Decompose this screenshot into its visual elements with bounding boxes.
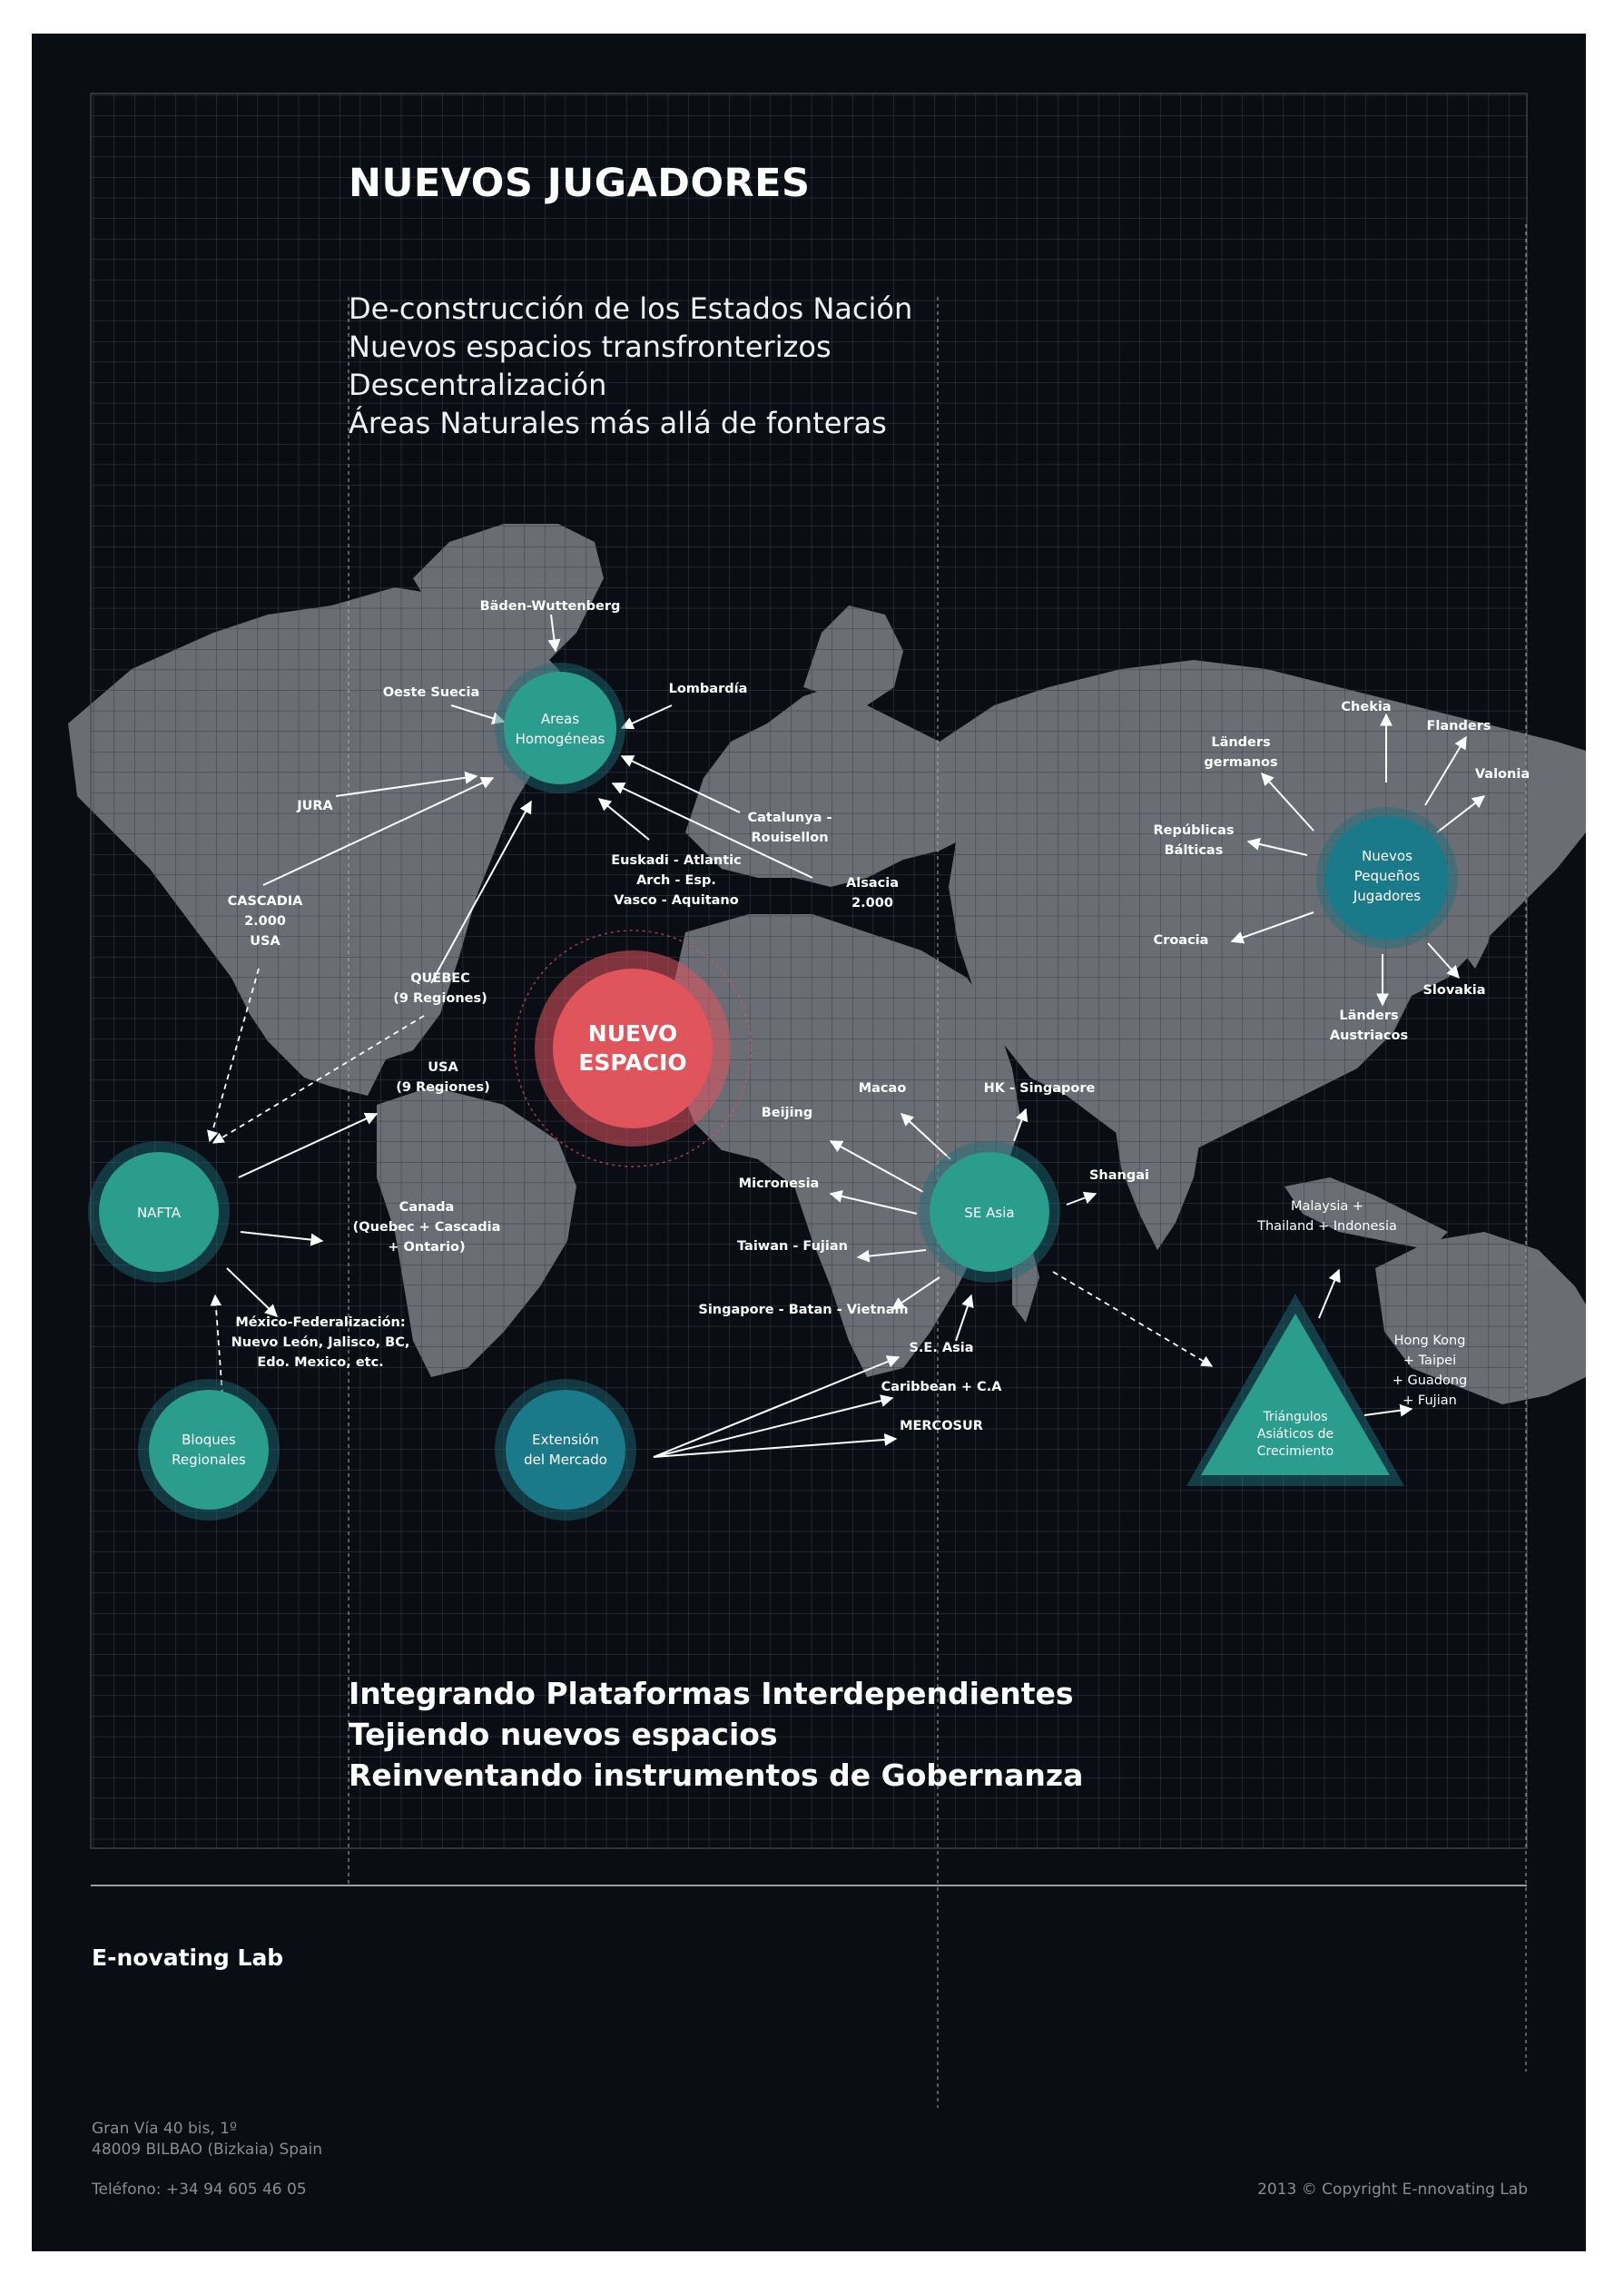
address-line: Gran Vía 40 bis, 1º: [92, 2120, 237, 2138]
hub-extension-line2: del Mercado: [524, 1452, 607, 1468]
closing-line: Reinventando instrumentos de Gobernanza: [349, 1757, 1084, 1793]
label-chekia: Chekia: [1341, 700, 1392, 714]
subtitle-line: Descentralización: [349, 368, 607, 402]
label-republicas-1: Repúblicas: [1153, 823, 1235, 838]
label-canada-1: Canada: [399, 1200, 455, 1215]
hub-nafta: [88, 1141, 230, 1283]
phone-number: Teléfono: +34 94 605 46 05: [92, 2181, 307, 2199]
label-cascadia-3: USA: [250, 934, 281, 949]
label-macao: Macao: [858, 1081, 907, 1096]
label-cascadia-2: 2.000: [244, 914, 286, 929]
label-hongkong-4: + Fujian: [1403, 1393, 1457, 1408]
hub-bloques-line1: Bloques: [182, 1432, 236, 1448]
label-se-asia-small: S.E. Asia: [909, 1341, 974, 1355]
label-mexico-3: Edo. Mexico, etc.: [257, 1355, 384, 1370]
label-hongkong-3: + Guadong: [1392, 1373, 1468, 1388]
label-cascadia-1: CASCADIA: [227, 894, 303, 909]
label-malaysia-1: Malaysia +: [1290, 1199, 1364, 1214]
label-baden: Bäden-Wuttenberg: [479, 599, 621, 614]
brand-name: E-novating Lab: [92, 1944, 284, 1971]
poster: [32, 34, 1586, 2251]
label-catalunya-2: Rouisellon: [751, 831, 829, 845]
hub-se-asia: [919, 1141, 1060, 1283]
label-shangai: Shangai: [1088, 1168, 1150, 1183]
label-canada-2: (Quebec + Cascadia: [352, 1220, 501, 1235]
hub-nuevos-line3: Jugadores: [1353, 888, 1422, 904]
hub-areas-homogeneas: [495, 663, 625, 793]
hub-areas-line1: Areas: [540, 711, 580, 727]
page-title: NUEVOS JUGADORES: [349, 161, 811, 206]
closing-line: Integrando Plataformas Interdependientes: [349, 1676, 1074, 1711]
hub-triangulos-line2: Asiáticos de: [1256, 1427, 1334, 1442]
label-hongkong-1: Hong Kong: [1393, 1334, 1466, 1348]
hub-nuevos-line2: Pequeños: [1353, 868, 1421, 884]
label-lombardia: Lombardía: [668, 682, 748, 696]
label-taiwan: Taiwan - Fujian: [737, 1239, 848, 1254]
label-hk: HK - Singapore: [983, 1081, 1096, 1096]
label-landers-austriacos-2: Austriacos: [1329, 1029, 1409, 1043]
subtitle-line: Nuevos espacios transfronterizos: [349, 330, 832, 364]
hub-triangulos-line1: Triángulos: [1263, 1410, 1328, 1424]
label-croacia: Croacia: [1153, 933, 1209, 948]
hub-nuevos-line1: Nuevos: [1362, 848, 1412, 864]
hub-extension-del-mercado: [495, 1379, 636, 1521]
center-line1: NUEVO: [587, 1020, 678, 1047]
hub-seasia-label: SE Asia: [964, 1205, 1015, 1221]
hub-triangulos-line3: Crecimiento: [1256, 1444, 1334, 1459]
closing-line: Tejiendo nuevos espacios: [349, 1717, 778, 1752]
label-hongkong-2: + Taipei: [1403, 1354, 1457, 1368]
label-beijing: Beijing: [761, 1106, 813, 1120]
hub-areas-line2: Homogéneas: [515, 731, 605, 747]
hub-bloques-regionales: [138, 1379, 280, 1521]
label-mexico-1: México-Federalización:: [235, 1315, 406, 1330]
label-mexico-2: Nuevo León, Jalisco, BC,: [231, 1335, 410, 1350]
label-caribbean: Caribbean + C.A: [881, 1380, 1002, 1394]
label-canada-3: + Ontario): [388, 1240, 466, 1255]
subtitle-list: [349, 290, 912, 442]
label-valonia: Valonia: [1474, 767, 1530, 782]
label-quebec-2: (9 Regiones): [393, 991, 487, 1006]
label-flanders: Flanders: [1426, 719, 1491, 733]
center-line2: ESPACIO: [578, 1049, 687, 1076]
label-republicas-2: Bálticas: [1164, 843, 1224, 858]
label-alsacia-1: Alsacia: [846, 876, 899, 891]
address: [92, 2119, 322, 2161]
label-landers-germanos-1: Länders: [1211, 735, 1271, 750]
hub-bloques-line2: Regionales: [172, 1452, 246, 1468]
label-mercosur: MERCOSUR: [900, 1419, 983, 1433]
subtitle-line: Áreas Naturales más allá de fonteras: [349, 406, 887, 440]
label-euskadi-1: Euskadi - Atlantic: [611, 853, 742, 868]
closing-statements: [349, 1673, 1083, 1796]
label-malaysia-2: Thailand + Indonesia: [1257, 1219, 1397, 1234]
label-micronesia: Micronesia: [738, 1176, 820, 1191]
copyright-notice: 2013 © Copyright E-nnovating Lab: [1257, 2181, 1528, 2199]
label-alsacia-2: 2.000: [851, 896, 893, 911]
label-oeste: Oeste Suecia: [382, 685, 480, 700]
address-line: 48009 BILBAO (Bizkaia) Spain: [92, 2141, 322, 2159]
hub-extension-line1: Extensión: [532, 1432, 599, 1448]
label-catalunya-1: Catalunya -: [747, 811, 832, 825]
label-quebec-1: QUEBEC: [410, 971, 470, 986]
label-slovakia: Slovakia: [1422, 983, 1486, 998]
hub-nuevos-pequenos-jugadores: [1316, 807, 1458, 949]
label-usa-2: (9 Regiones): [396, 1080, 490, 1095]
hub-nafta-label: NAFTA: [136, 1205, 182, 1221]
label-singapore: Singapore - Batan - Vietnam: [698, 1303, 909, 1317]
label-usa-1: USA: [428, 1060, 458, 1075]
label-landers-germanos-2: germanos: [1204, 755, 1278, 770]
label-jura: JURA: [297, 799, 333, 813]
subtitle-line: De-construcción de los Estados Nación: [349, 291, 913, 326]
label-landers-austriacos-1: Länders: [1339, 1009, 1399, 1023]
label-euskadi-3: Vasco - Aquitano: [614, 893, 739, 908]
label-euskadi-2: Arch - Esp.: [636, 873, 716, 888]
